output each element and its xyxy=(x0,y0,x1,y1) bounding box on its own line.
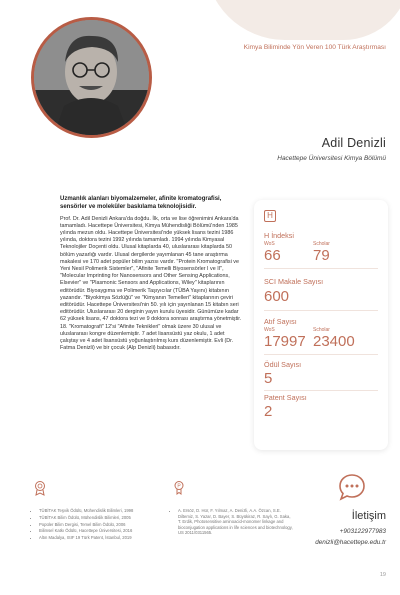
contact-email[interactable]: denizli@hacettepe.edu.tr xyxy=(315,539,386,546)
series-title: Kimya Biliminde Yön Veren 100 Türk Araştırması xyxy=(243,44,386,51)
sci-label: SCI Makale Sayısı xyxy=(264,277,324,286)
metrics-card xyxy=(254,200,388,450)
patent-icon xyxy=(172,480,186,496)
patents-list xyxy=(172,508,293,536)
divider xyxy=(264,390,378,391)
page-number: 19 xyxy=(379,572,386,578)
divider xyxy=(264,354,378,355)
contact-title: İletişim xyxy=(351,510,386,522)
h-scholar-value: 79 xyxy=(313,247,330,264)
person-name: Adil Denizli xyxy=(321,136,386,150)
patent-value: 2 xyxy=(264,403,273,420)
divider xyxy=(264,268,378,269)
patent-item: • A. Ersöz, D. Hür, F. Yılmaz, A. Denizli, A.A. Özcan, S.E. Diltemiz, S. Yazar, D. Bayer, S. Büyükiraz, R. Saylı, G. Saka, T. Erdik, Photosensitive aminoacid-monomer linkage and bioconjugation applications in life sciences and biotechnology, US 2011/0311565. xyxy=(178,508,293,536)
h-index-icon: H xyxy=(264,210,276,222)
h-index-label: H İndeksi xyxy=(264,231,294,240)
atif-label: Atıf Sayısı xyxy=(264,317,297,326)
atif-scholar-label: Scholar xyxy=(313,327,330,333)
biography xyxy=(60,196,244,352)
contact-phone[interactable]: +903122977983 xyxy=(339,528,386,535)
odul-label: Ödül Sayısı xyxy=(264,360,302,369)
h-wos-label: WoS xyxy=(264,241,275,247)
award-item: • Bilimsel Katkı Ödülü, Hacettepe Üniversitesi, 2016 xyxy=(39,528,169,534)
awards-list xyxy=(33,508,169,542)
award-item: • Altın Madalya, ISIF 19 Türk Patent, İstanbul, 2019 xyxy=(39,535,169,541)
odul-value: 5 xyxy=(264,370,273,387)
h-scholar-label: Scholar xyxy=(313,241,330,247)
h-wos-value: 66 xyxy=(264,247,281,264)
sci-value: 600 xyxy=(264,288,290,305)
award-icon xyxy=(33,480,47,496)
affiliation: Hacettepe Üniversitesi Kimya Bölümü xyxy=(277,155,386,162)
portrait-photo xyxy=(31,17,152,138)
award-item: • Popüler Bilim Dergisi, Temel Bilim Ödülü, 2006 xyxy=(39,522,169,528)
divider xyxy=(264,310,378,311)
award-item: • TÜBİTAK Bilim Ödülü, Mühendislik Bilimleri, 2005 xyxy=(39,515,169,521)
header-decoration xyxy=(205,0,400,40)
bio-body: Prof. Dr. Adil Denizli Ankara'da doğdu. İlk, orta ve lise öğrenimini Ankara'da tamamladı. Hacettepe Üniversitesi, Kimya Mühendisliği Bölümü'nden 1985 yılında mezun oldu. Hacettepe Üniversitesi'nde yüksek lisans tezini 1986 yılında, doktora tezini 1992 yılında tamamladı. 1994 yılında Kimyasal Teknolojiler Doçenti oldu. Ulusal kitaplarda 40, uluslararası kitaplarda 50 bölüm yazarlığı vardır. Ulusal dergilerde yayımlanan 45 tane araştırma makalesi ve 170 adet popüler bilim yazısı vardır. "Protein Kromatografisi ve Yeni Nesil Polimerik Sistemler", "Afinite Temelli Biyosensörler I ve II", "Molecular Imprinting for Nanosensors and Other Sensing Applications, Elsevier" ve "Plasmonic Sensors and Applications, Wiley" kitaplarının editörüdür. Biyoaygıma ve Polimerik Taşıyıcılar (TÜBA Yayını) kitabının yazarıdır. "Biyokimya Sözlüğü" ve "Kimyanın Temelleri" kitaplarının çeviri editörüdür. Hacettepe Üniversitesi'nin 50. yılı için yayınlanan 15 kitabın seri editörüdür. Uluslararası 20 derginin yayın kurulu üyesidir. Günümüze kadar 62 yüksek lisans, 47 doktora tezi ve 9 doktora sonrası araştırma yönetmiştir. 18. "Kromatografi" 12'si "Afinite Teknikleri" olmak üzere 30 ulusal ve uluslararası kongre düzenlemiştir. 7 adet lisansüstü yaz okulu, 1 adet çalıştay ve 4 adet lisansüstü yoğunlaştırılmış kurs düzenlemiştir. Evli (Dr. Fatma Denizli) ve bir çocuk (Alp Denizli) babasıdır. xyxy=(60,215,242,352)
atif-scholar-value: 23400 xyxy=(313,333,355,350)
svg-text:P: P xyxy=(177,483,181,490)
chat-bubble-icon xyxy=(337,472,367,502)
atif-wos-label: WoS xyxy=(264,327,275,333)
patent-label: Patent Sayısı xyxy=(264,393,307,402)
bio-lead: Uzmanlık alanları biyomalzemeler, afinite kromatografisi, sensörler ve moleküler baskılama teknolojisidir. xyxy=(60,196,222,210)
award-item: • TÜBİTAK Teşvik Ödülü, Mühendislik Bilimleri, 1998 xyxy=(39,508,169,514)
atif-wos-value: 17997 xyxy=(264,333,306,350)
